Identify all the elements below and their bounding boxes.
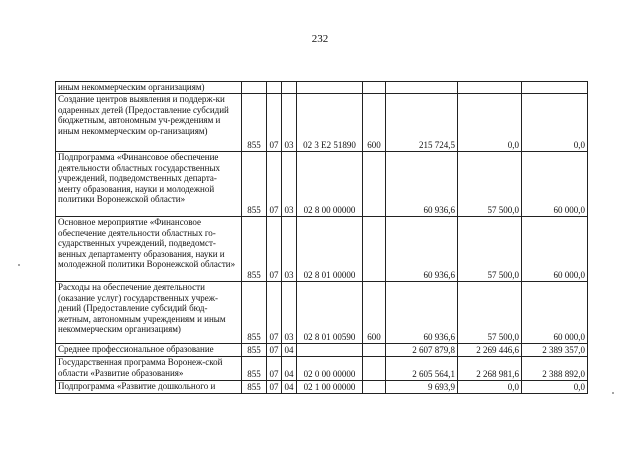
cell-rz: 07 [267,357,282,381]
cell-ved: 855 [242,282,267,344]
budget-table [55,81,588,394]
row-name: Среднее профессиональное образование [56,344,242,357]
table-row [56,94,588,152]
cell-value-2: 2 269 446,6 [458,344,522,357]
cell-pr: 03 [282,152,297,217]
cell-value-1: 60 936,6 [386,282,458,344]
cell-rz: 07 [267,282,282,344]
row-name: Расходы на обеспечение деятельности (оказание услуг) государственных учреж-дений (Предоставление субсидий бюд-жетным, автономным учреждениям и иным некоммерческим организациям) [56,282,242,344]
cell-value-1: 9 693,9 [386,381,458,394]
cell-pr: 04 [282,381,297,394]
cell-ved: 855 [242,381,267,394]
cell-value-3: 0,0 [522,381,588,394]
table-row [56,217,588,282]
scan-speck [18,264,20,266]
cell-vr [363,357,386,381]
cell-ved: 855 [242,357,267,381]
cell-value-2: 0,0 [458,381,522,394]
cell-csr: 02 0 00 00000 [297,357,363,381]
cell-rz: 07 [267,217,282,282]
cell-csr [297,82,363,94]
cell-value-2: 57 500,0 [458,282,522,344]
cell-rz: 07 [267,344,282,357]
cell-ved: 855 [242,152,267,217]
cell-value-1 [386,82,458,94]
cell-ved [242,82,267,94]
row-name: Подпрограмма «Финансовое обеспечение деятельности областных государственных учреждений, подведомственных департа-менту образования, науки и молодежной политики Воронежской области» [56,152,242,217]
cell-value-1: 60 936,6 [386,217,458,282]
cell-pr: 03 [282,217,297,282]
cell-vr [363,152,386,217]
cell-csr: 02 8 00 00000 [297,152,363,217]
cell-ved: 855 [242,94,267,152]
cell-value-1: 215 724,5 [386,94,458,152]
cell-vr [363,82,386,94]
cell-vr: 600 [363,282,386,344]
cell-csr: 02 1 00 00000 [297,381,363,394]
cell-value-1: 2 605 564,1 [386,357,458,381]
cell-value-1: 60 936,6 [386,152,458,217]
scan-speck [612,392,614,394]
cell-csr: 02 8 01 00000 [297,217,363,282]
cell-csr: 02 8 01 00590 [297,282,363,344]
cell-value-3: 60 000,0 [522,282,588,344]
cell-ved: 855 [242,344,267,357]
cell-value-3 [522,82,588,94]
cell-value-3: 2 388 892,0 [522,357,588,381]
cell-pr [282,82,297,94]
row-name: Основное мероприятие «Финансовое обеспечение деятельности областных го-сударственных учреждений, подведомст-венных департаменту образования, науки и молодежной политики Воронежской области» [56,217,242,282]
table-row [56,282,588,344]
cell-pr: 03 [282,282,297,344]
cell-value-3: 60 000,0 [522,217,588,282]
cell-rz: 07 [267,152,282,217]
table-row [56,357,588,381]
cell-value-3: 2 389 357,0 [522,344,588,357]
cell-vr [363,381,386,394]
cell-value-1: 2 607 879,8 [386,344,458,357]
cell-value-2: 57 500,0 [458,152,522,217]
cell-pr: 04 [282,357,297,381]
row-name: иным некоммерческим организациям) [56,82,242,94]
page-number: 232 [311,33,329,45]
cell-value-2: 0,0 [458,94,522,152]
cell-csr [297,344,363,357]
cell-pr: 04 [282,344,297,357]
cell-value-3: 60 000,0 [522,152,588,217]
cell-value-3: 0,0 [522,94,588,152]
cell-value-2: 57 500,0 [458,217,522,282]
row-name: Подпрограмма «Развитие дошкольного и [56,381,242,394]
cell-pr: 03 [282,94,297,152]
table-row [56,344,588,357]
cell-ved: 855 [242,217,267,282]
cell-vr [363,217,386,282]
table-row [56,152,588,217]
cell-value-2 [458,82,522,94]
cell-rz [267,82,282,94]
table-row [56,381,588,394]
table-row [56,82,588,94]
cell-vr [363,344,386,357]
cell-rz: 07 [267,381,282,394]
row-name: Государственная программа Воронеж-ской области «Развитие образования» [56,357,242,381]
row-name: Создание центров выявления и поддерж-ки одаренных детей (Предоставление субсидий бюджетным, автономным уч-реждениям и иным некоммерческим ор-ганизациям) [56,94,242,152]
cell-rz: 07 [267,94,282,152]
cell-vr: 600 [363,94,386,152]
cell-csr: 02 3 E2 51890 [297,94,363,152]
cell-value-2: 2 268 981,6 [458,357,522,381]
